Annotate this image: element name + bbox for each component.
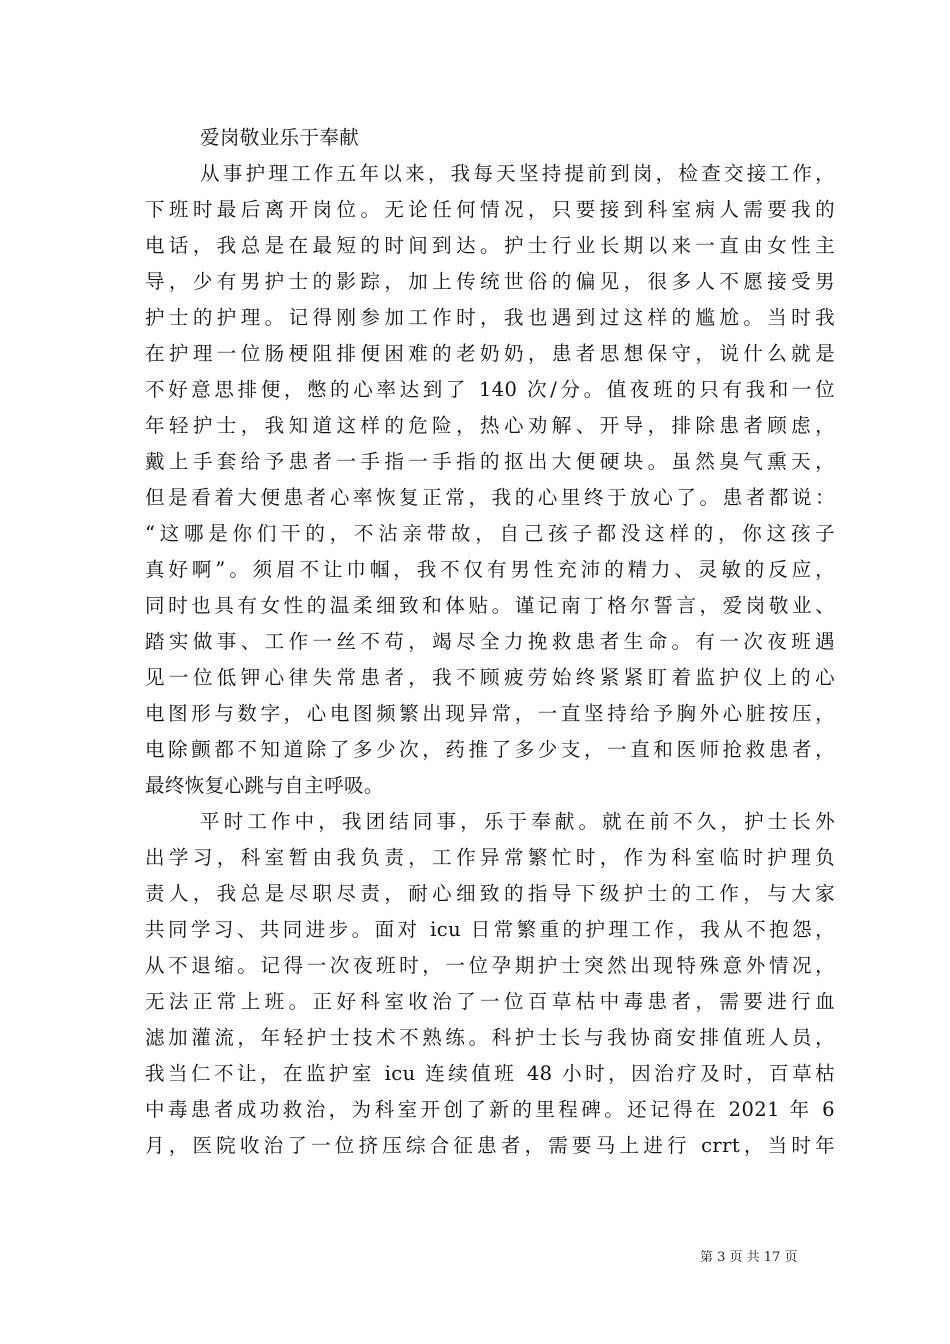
paragraph-line: 踏实做事、工作一丝不苟，竭尽全力挽救患者生命。有一次夜班遇 — [145, 630, 835, 653]
paragraph-line: 戴上手套给予患者一手指一手指的抠出大便硬块。虽然臭气熏天， — [145, 450, 835, 473]
paragraph-line: 滤加灌流，年轻护士技术不熟练。科护士长与我协商安排值班人员， — [145, 1026, 835, 1049]
paragraph-line: 真好啊”。须眉不让巾帼，我不仅有男性充沛的精力、灵敏的反应， — [145, 558, 835, 581]
paragraph-line: “这哪是你们干的，不沾亲带故，自己孩子都没这样的，你这孩子 — [145, 522, 835, 545]
paragraph-line: 下班时最后离开岗位。无论任何情况，只要接到科室病人需要我的 — [145, 198, 835, 221]
paragraph-line: 但是看着大便患者心率恢复正常，我的心里终于放心了。患者都说： — [145, 486, 835, 509]
paragraph-line: 不好意思排便，憋的心率达到了 140 次/分。值夜班的只有我和一位 — [145, 378, 835, 401]
paragraph-line: 出学习，科室暂由我负责，工作异常繁忙时，作为科室临时护理负 — [145, 846, 835, 869]
paragraph-line: 同时也具有女性的温柔细致和体贴。谨记南丁格尔誓言，爱岗敬业、 — [145, 594, 835, 617]
paragraph-line: 责人，我总是尽职尽责，耐心细致的指导下级护士的工作，与大家 — [145, 882, 835, 905]
paragraph-line: 护士的护理。记得刚参加工作时，我也遇到过这样的尴尬。当时我 — [145, 306, 835, 329]
paragraph-line: 在护理一位肠梗阻排便困难的老奶奶，患者思想保守，说什么就是 — [145, 342, 835, 365]
paragraph-line: 年轻护士，我知道这样的危险，热心劝解、开导，排除患者顾虑， — [145, 414, 835, 437]
paragraph-line: 电话，我总是在最短的时间到达。护士行业长期以来一直由女性主 — [145, 234, 835, 257]
paragraph-line: 平时工作中，我团结同事，乐于奉献。就在前不久，护士长外 — [200, 810, 835, 833]
paragraph-line: 从不退缩。记得一次夜班时，一位孕期护士突然出现特殊意外情况， — [145, 954, 835, 977]
paragraph-line: 无法正常上班。正好科室收治了一位百草枯中毒患者，需要进行血 — [145, 990, 835, 1013]
paragraph-line: 最终恢复心跳与自主呼吸。 — [145, 774, 384, 797]
paragraph-line: 见一位低钾心律失常患者，我不顾疲劳始终紧紧盯着监护仪上的心 — [145, 666, 835, 689]
document-title: 爱岗敬业乐于奉献 — [200, 126, 360, 149]
paragraph-line: 中毒患者成功救治，为科室开创了新的里程碑。还记得在 2021 年 6 — [145, 1098, 835, 1121]
paragraph-line: 月，医院收治了一位挤压综合征患者，需要马上进行 crrt，当时年 — [145, 1134, 835, 1157]
paragraph-line: 导，少有男护士的影踪，加上传统世俗的偏见，很多人不愿接受男 — [145, 270, 835, 293]
paragraph-line: 我当仁不让，在监护室 icu 连续值班 48 小时，因治疗及时，百草枯 — [145, 1062, 835, 1085]
paragraph-line: 电图形与数字，心电图频繁出现异常，一直坚持给予胸外心脏按压， — [145, 702, 835, 725]
paragraph-line: 共同学习、共同进步。面对 icu 日常繁重的护理工作，我从不抱怨， — [145, 918, 835, 941]
page-number-footer: 第 3 页 共 17 页 — [700, 1250, 798, 1265]
paragraph-line: 从事护理工作五年以来，我每天坚持提前到岗，检查交接工作， — [200, 162, 835, 185]
paragraph-line: 电除颤都不知道除了多少次，药推了多少支，一直和医师抢救患者， — [145, 738, 835, 761]
